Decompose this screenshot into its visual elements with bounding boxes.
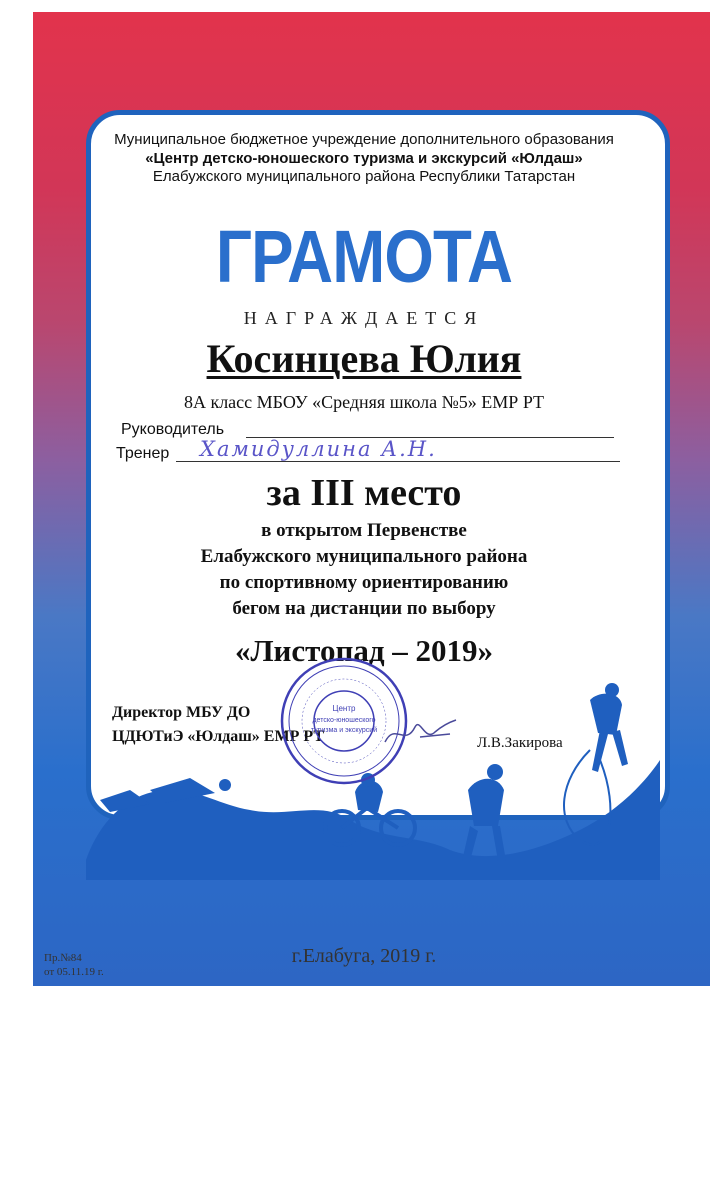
competition-line-3: по спортивному ориентированию xyxy=(219,572,509,593)
event-name: «Листопад – 2019» xyxy=(234,633,494,668)
certificate-title: ГРАМОТА xyxy=(215,215,513,298)
director-name: Л.В.Закирова xyxy=(477,735,563,751)
competition-line-1: в открытом Первенстве xyxy=(261,520,467,541)
school-line: 8А класс МБОУ «Средняя школа №5» ЕМР РТ xyxy=(183,392,545,412)
coach-label: Тренер xyxy=(116,445,170,462)
climber-legs-icon xyxy=(592,730,628,772)
director-title-line-2: ЦДЮТиЭ «Юлдаш» ЕМР РТ xyxy=(112,728,324,745)
director-title-line-1: Директор МБУ ДО xyxy=(112,704,251,721)
coach-signature: Хамидуллина А.Н. xyxy=(200,437,437,461)
order-date: от 05.11.19 г. xyxy=(44,966,104,978)
order-number: Пр.№84 xyxy=(44,952,82,964)
awarded-label: НАГРАЖДАЕТСЯ xyxy=(243,308,485,328)
signature-stroke xyxy=(385,720,456,742)
organization-line-3: Елабужского муниципального района Республики Татарстан xyxy=(152,168,576,185)
organization-line-2: «Центр детско-юношеского туризма и экскурсий «Юлдаш» xyxy=(145,150,583,167)
place-award: за III место xyxy=(266,472,462,514)
recipient-name-text: Косинцева Юлия xyxy=(206,336,522,381)
hiker-body-icon xyxy=(468,779,504,826)
stamp-inner-text-2: детско-юношеского xyxy=(312,717,376,724)
supervisor-label: Руководитель xyxy=(121,421,225,438)
climber-head-icon xyxy=(605,683,619,697)
director-signature xyxy=(380,712,460,752)
city-year: г.Елабуга, 2019 г. xyxy=(291,945,437,967)
competition-line-4: бегом на дистанции по выбору xyxy=(232,598,496,619)
climber-body-icon xyxy=(590,694,622,735)
stamp-inner-text-1: Центр xyxy=(332,704,356,713)
stamp-inner-text-3: туризма и экскурсий xyxy=(310,727,378,734)
competition-line-2: Елабужского муниципального района xyxy=(200,546,528,567)
organization-line-1: Муниципальное бюджетное учреждение дополнительного образования xyxy=(114,131,614,148)
hiker-legs-icon xyxy=(462,826,506,861)
hiker-head-icon xyxy=(487,764,503,780)
kayaker-head-icon xyxy=(219,779,231,791)
